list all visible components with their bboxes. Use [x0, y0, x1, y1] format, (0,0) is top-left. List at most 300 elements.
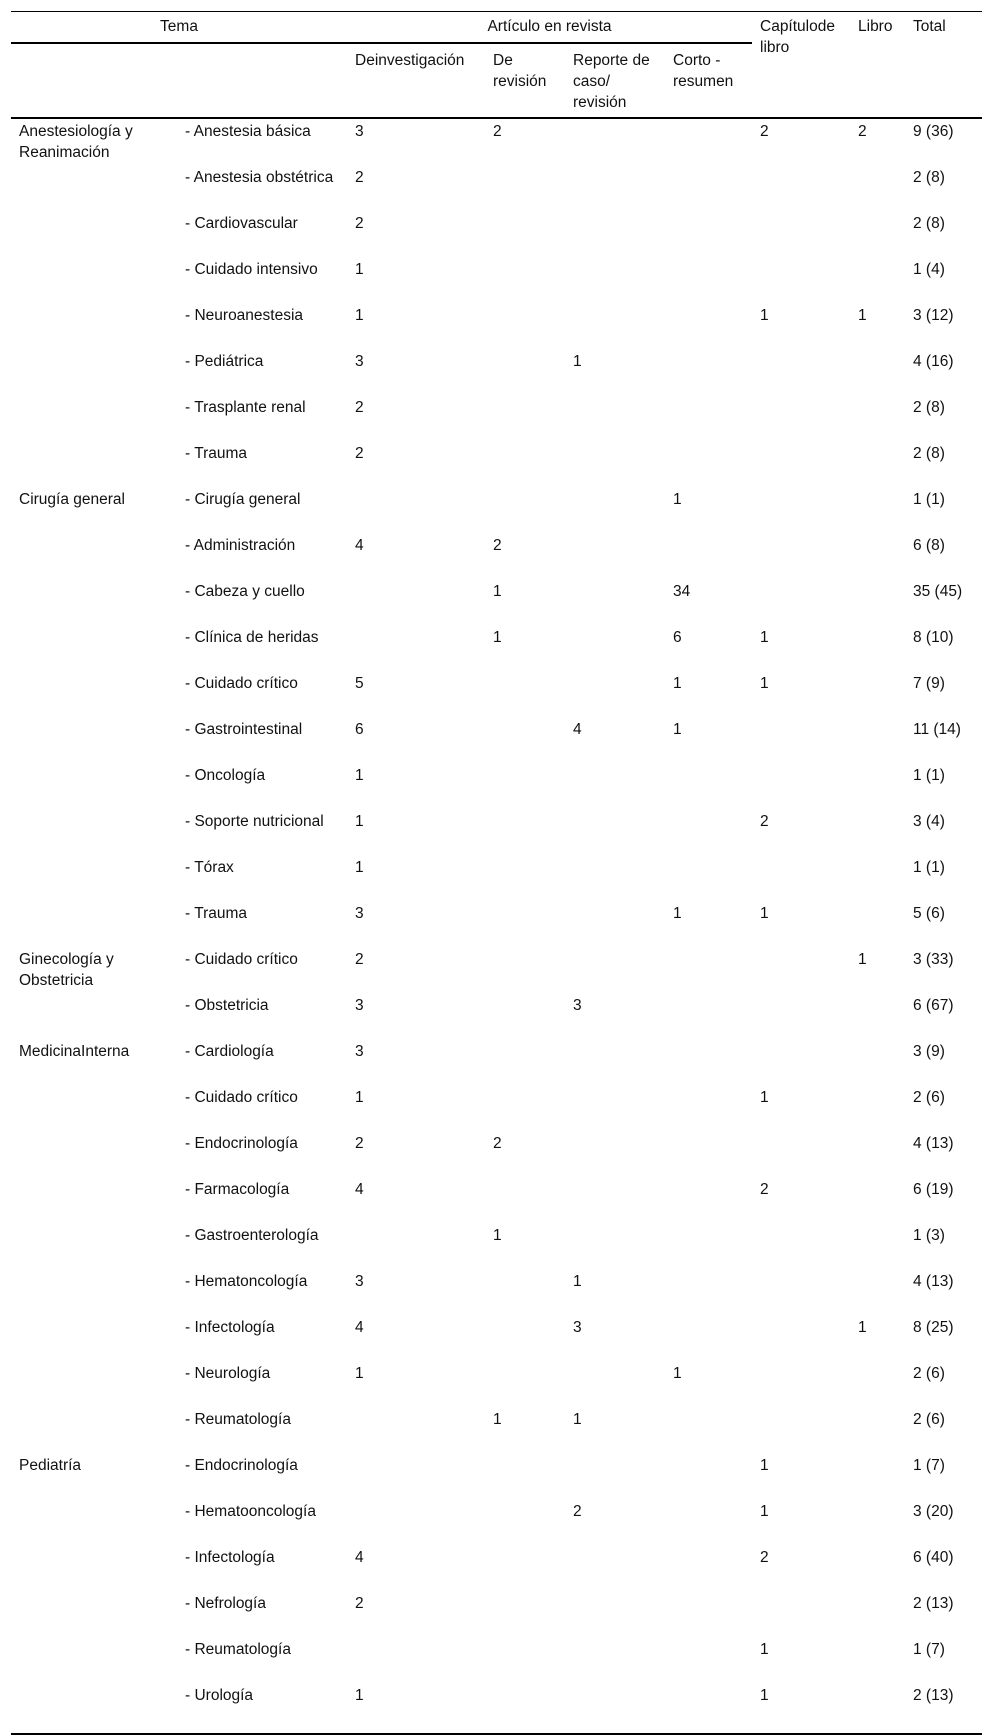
cell-capitulo [752, 1039, 850, 1085]
cell-investigacion: 1 [355, 767, 364, 784]
cell-investigacion: 1 [355, 1365, 364, 1382]
publications-table [11, 11, 982, 1735]
cell-area [11, 349, 177, 395]
cell-capitulo: 1 [760, 1503, 769, 1520]
cell-reporte [565, 1637, 665, 1683]
cell-tema: - Administración [185, 537, 296, 554]
cell-revision [485, 349, 565, 395]
cell-tema: - Cuidado intensivo [185, 261, 318, 278]
table-row [11, 625, 982, 671]
cell-area [11, 1499, 177, 1545]
cell-tema: - Pediátrica [185, 353, 264, 370]
table-row [11, 1683, 982, 1734]
cell-libro [850, 1223, 905, 1269]
cell-corto [665, 809, 752, 855]
cell-investigacion [347, 625, 485, 671]
cell-total: 2 (8) [913, 215, 945, 232]
cell-tema: - Cabeza y cuello [185, 583, 305, 600]
cell-revision [485, 671, 565, 717]
table-row [11, 1361, 982, 1407]
cell-corto [665, 533, 752, 579]
header-investigacion: Deinvestigación [355, 52, 465, 69]
table-row [11, 303, 982, 349]
cell-capitulo [752, 211, 850, 257]
cell-libro [850, 993, 905, 1039]
cell-investigacion [347, 579, 485, 625]
table-row [11, 1085, 982, 1131]
cell-tema: - Obstetricia [185, 997, 269, 1014]
cell-area [11, 625, 177, 671]
cell-investigacion [347, 1499, 485, 1545]
cell-corto: 1 [673, 491, 682, 508]
table-row [11, 118, 982, 165]
cell-tema: - Cuidado crítico [185, 951, 298, 968]
cell-area [11, 165, 177, 211]
cell-total: 1 (3) [913, 1227, 945, 1244]
cell-total: 3 (33) [913, 951, 954, 968]
cell-total: 1 (7) [913, 1641, 945, 1658]
table-row [11, 1637, 982, 1683]
cell-tema: - Anestesia básica [185, 123, 311, 140]
cell-capitulo [752, 993, 850, 1039]
cell-reporte [565, 165, 665, 211]
cell-libro [850, 855, 905, 901]
cell-libro [850, 1269, 905, 1315]
cell-total: 1 (1) [913, 767, 945, 784]
cell-tema: - Urología [177, 1683, 347, 1734]
cell-capitulo: 1 [760, 1457, 769, 1474]
cell-revision [485, 1361, 565, 1407]
cell-capitulo [752, 1131, 850, 1177]
cell-investigacion [347, 487, 485, 533]
cell-corto: 1 [673, 905, 682, 922]
cell-reporte [565, 625, 665, 671]
cell-reporte [565, 763, 665, 809]
cell-tema: - Hematooncología [185, 1503, 316, 1520]
cell-area [11, 1177, 177, 1223]
cell-investigacion: 1 [355, 813, 364, 830]
cell-area [11, 395, 177, 441]
cell-corto [665, 1591, 752, 1637]
cell-capitulo [752, 257, 850, 303]
cell-corto [665, 165, 752, 211]
cell-capitulo [752, 1223, 850, 1269]
cell-reporte [565, 579, 665, 625]
cell-total: 3 (12) [913, 307, 954, 324]
cell-investigacion [347, 1223, 485, 1269]
cell-capitulo [752, 441, 850, 487]
cell-capitulo [752, 717, 850, 763]
cell-corto: 1 [673, 1365, 682, 1382]
cell-capitulo [752, 349, 850, 395]
table-header [11, 12, 982, 119]
cell-tema: - Nefrología [185, 1595, 266, 1612]
cell-investigacion [347, 1637, 485, 1683]
cell-revision: 2 [493, 1135, 502, 1152]
cell-revision [485, 717, 565, 763]
cell-revision: 1 [493, 629, 502, 646]
cell-area [11, 671, 177, 717]
cell-libro [850, 1361, 905, 1407]
cell-area [11, 579, 177, 625]
cell-libro [850, 1453, 905, 1499]
cell-area [11, 717, 177, 763]
cell-investigacion: 6 [355, 721, 364, 738]
cell-reporte: 1 [573, 1411, 582, 1428]
table-row [11, 395, 982, 441]
cell-area [11, 1223, 177, 1269]
cell-investigacion: 1 [355, 859, 364, 876]
cell-capitulo: 1 [760, 629, 769, 646]
cell-investigacion [347, 1407, 485, 1453]
cell-libro [850, 165, 905, 211]
cell-libro [850, 763, 905, 809]
cell-corto [665, 1499, 752, 1545]
cell-revision [485, 947, 565, 993]
cell-area [11, 1361, 177, 1407]
table-row [11, 165, 982, 211]
cell-reporte [565, 1591, 665, 1637]
cell-investigacion: 2 [355, 445, 364, 462]
cell-libro [850, 257, 905, 303]
table-row [11, 1453, 982, 1499]
cell-revision: 2 [493, 537, 502, 554]
cell-revision [485, 901, 565, 947]
cell-corto: 1 [673, 721, 682, 738]
table-row [11, 349, 982, 395]
cell-total: 1 (4) [913, 261, 945, 278]
cell-tema: - Cirugía general [185, 491, 301, 508]
cell-tema: - Gastroenterología [185, 1227, 319, 1244]
cell-capitulo: 2 [760, 123, 769, 140]
cell-revision: 2 [493, 123, 502, 140]
cell-corto [665, 211, 752, 257]
cell-area: Cirugía general [19, 491, 125, 508]
cell-total: 2 (6) [913, 1365, 945, 1382]
table-row [11, 901, 982, 947]
cell-tema: - Endocrinología [185, 1135, 298, 1152]
cell-tema: - Endocrinología [185, 1457, 298, 1474]
cell-revision [485, 855, 565, 901]
cell-revision [485, 1591, 565, 1637]
table-row [11, 1039, 982, 1085]
cell-corto: 1 [673, 675, 682, 692]
cell-corto [665, 1223, 752, 1269]
table-row [11, 1223, 982, 1269]
table-row [11, 1545, 982, 1591]
cell-total: 1 (1) [913, 859, 945, 876]
cell-tema: - Neuroanestesia [185, 307, 304, 324]
table-row [11, 1269, 982, 1315]
table-row [11, 1315, 982, 1361]
cell-capitulo [752, 947, 850, 993]
cell-libro [850, 1591, 905, 1637]
cell-total: 3 (9) [913, 1043, 945, 1060]
cell-reporte: 2 [573, 1503, 582, 1520]
cell-revision [485, 1637, 565, 1683]
cell-revision [485, 763, 565, 809]
cell-corto [665, 993, 752, 1039]
cell-total: 35 (45) [913, 583, 963, 600]
cell-capitulo [752, 855, 850, 901]
cell-capitulo: 1 [760, 1641, 769, 1658]
cell-investigacion: 3 [355, 1273, 364, 1290]
cell-libro [850, 809, 905, 855]
cell-revision [485, 993, 565, 1039]
cell-reporte [565, 487, 665, 533]
cell-capitulo [752, 763, 850, 809]
cell-reporte: 3 [573, 997, 582, 1014]
table-row [11, 533, 982, 579]
cell-revision [485, 1039, 565, 1085]
cell-libro [850, 1177, 905, 1223]
cell-investigacion: 2 [355, 1595, 364, 1612]
cell-reporte [565, 1361, 665, 1407]
cell-libro [850, 671, 905, 717]
cell-revision [485, 1269, 565, 1315]
cell-capitulo: 1 [760, 1089, 769, 1106]
cell-investigacion: 3 [355, 123, 364, 140]
cell-investigacion: 5 [355, 675, 364, 692]
cell-investigacion: 4 [355, 1181, 364, 1198]
cell-libro [850, 901, 905, 947]
cell-capitulo: 2 [760, 1549, 769, 1566]
cell-corto [665, 855, 752, 901]
cell-libro [850, 579, 905, 625]
cell-corto [665, 763, 752, 809]
publications-table-container [11, 11, 982, 1735]
cell-capitulo [752, 533, 850, 579]
cell-total: 2 (6) [913, 1411, 945, 1428]
cell-area [11, 1131, 177, 1177]
cell-libro [850, 1545, 905, 1591]
cell-capitulo [752, 1269, 850, 1315]
cell-total: 6 (8) [913, 537, 945, 554]
cell-corto [665, 1315, 752, 1361]
cell-libro [850, 1407, 905, 1453]
cell-area [11, 257, 177, 303]
cell-libro [850, 533, 905, 579]
cell-total: 8 (25) [913, 1319, 954, 1336]
cell-tema: - Tórax [185, 859, 234, 876]
cell-investigacion: 4 [355, 1549, 364, 1566]
cell-revision [485, 1315, 565, 1361]
cell-revision [485, 395, 565, 441]
table-row [11, 717, 982, 763]
cell-investigacion: 3 [355, 905, 364, 922]
cell-tema: - Trauma [185, 445, 248, 462]
header-revision: De revisión [493, 52, 547, 90]
cell-tema: - Infectología [185, 1549, 275, 1566]
cell-reporte [565, 671, 665, 717]
cell-investigacion: 3 [355, 353, 364, 370]
cell-revision [485, 1177, 565, 1223]
table-row [11, 671, 982, 717]
cell-libro: 1 [858, 1319, 867, 1336]
cell-corto [665, 395, 752, 441]
header-articulo: Artículo en revista [347, 12, 752, 44]
cell-area [11, 1545, 177, 1591]
cell-libro [850, 487, 905, 533]
cell-reporte [565, 257, 665, 303]
cell-total: 4 (13) [913, 1135, 954, 1152]
cell-capitulo: 1 [760, 905, 769, 922]
cell-reporte: 3 [573, 1319, 582, 1336]
cell-reporte [565, 303, 665, 349]
cell-tema: - Cuidado crítico [185, 1089, 298, 1106]
header-total: Total [913, 18, 946, 35]
table-row [11, 1591, 982, 1637]
cell-total: 2 (8) [913, 169, 945, 186]
cell-corto [665, 349, 752, 395]
cell-total: 6 (40) [913, 1549, 954, 1566]
cell-capitulo [752, 1361, 850, 1407]
cell-corto [665, 1453, 752, 1499]
cell-revision [485, 1453, 565, 1499]
cell-corto [665, 1407, 752, 1453]
cell-reporte [565, 1039, 665, 1085]
cell-libro [850, 717, 905, 763]
cell-tema: - Reumatología [185, 1411, 291, 1428]
cell-libro [850, 349, 905, 395]
cell-reporte [565, 1453, 665, 1499]
cell-corto [665, 303, 752, 349]
cell-reporte: 1 [573, 353, 582, 370]
cell-corto [665, 1683, 752, 1734]
cell-corto [665, 441, 752, 487]
cell-total: 4 (13) [913, 1273, 954, 1290]
cell-area [11, 441, 177, 487]
cell-reporte [565, 855, 665, 901]
cell-area [11, 533, 177, 579]
cell-libro: 1 [858, 951, 867, 968]
table-row [11, 1499, 982, 1545]
table-row [11, 441, 982, 487]
cell-tema: - Trasplante renal [185, 399, 306, 416]
cell-area: MedicinaInterna [19, 1043, 130, 1060]
table-row [11, 809, 982, 855]
cell-libro [850, 441, 905, 487]
cell-capitulo [752, 395, 850, 441]
cell-reporte [565, 533, 665, 579]
cell-total: 2 (8) [913, 445, 945, 462]
cell-tema: - Farmacología [185, 1181, 290, 1198]
cell-area [11, 809, 177, 855]
cell-total: 3 (4) [913, 813, 945, 830]
cell-libro [850, 1499, 905, 1545]
cell-revision [485, 809, 565, 855]
cell-total: 8 (10) [913, 629, 954, 646]
cell-corto [665, 1085, 752, 1131]
cell-capitulo: 2 [760, 1181, 769, 1198]
cell-capitulo [752, 579, 850, 625]
cell-capitulo [752, 1591, 850, 1637]
cell-area [11, 763, 177, 809]
cell-libro: 1 [858, 307, 867, 324]
table-row [11, 211, 982, 257]
cell-corto [665, 1177, 752, 1223]
cell-libro [850, 1131, 905, 1177]
cell-revision [485, 257, 565, 303]
cell-tema: - Anestesia obstétrica [185, 169, 334, 186]
cell-capitulo [752, 487, 850, 533]
cell-total: 4 (16) [913, 353, 954, 370]
cell-corto: 34 [673, 583, 691, 600]
cell-tema: - Cardiovascular [185, 215, 298, 232]
cell-investigacion: 2 [355, 169, 364, 186]
table-row [11, 487, 982, 533]
cell-investigacion: 2 [355, 1135, 364, 1152]
cell-investigacion: 2 [355, 951, 364, 968]
cell-area [11, 993, 177, 1039]
cell-total: 9 (36) [913, 123, 954, 140]
cell-revision: 1 [493, 1411, 502, 1428]
cell-libro: 2 [858, 123, 867, 140]
table-row [11, 1177, 982, 1223]
cell-investigacion: 1 [347, 1683, 485, 1734]
cell-area: Ginecología y Obstetricia [19, 951, 114, 989]
cell-revision: 1 [493, 583, 502, 600]
cell-area [11, 1637, 177, 1683]
header-libro: Libro [858, 18, 893, 35]
cell-investigacion: 4 [355, 537, 364, 554]
cell-area [11, 1269, 177, 1315]
cell-total: 2 (6) [913, 1089, 945, 1106]
cell-capitulo: 1 [760, 307, 769, 324]
cell-total: 6 (67) [913, 997, 954, 1014]
cell-revision [485, 1085, 565, 1131]
cell-corto: 6 [673, 629, 682, 646]
cell-investigacion [347, 1453, 485, 1499]
cell-reporte [565, 441, 665, 487]
cell-libro [850, 1085, 905, 1131]
cell-corto [665, 1637, 752, 1683]
cell-reporte [565, 1545, 665, 1591]
header-reporte: Reporte de caso/ revisión [573, 52, 650, 111]
table-body [11, 118, 982, 1734]
cell-tema: - Clínica de heridas [185, 629, 319, 646]
cell-investigacion: 4 [355, 1319, 364, 1336]
cell-corto [665, 947, 752, 993]
cell-revision [485, 1545, 565, 1591]
cell-tema: - Hematoncología [185, 1273, 308, 1290]
cell-reporte [565, 1085, 665, 1131]
cell-investigacion: 1 [355, 307, 364, 324]
cell-investigacion: 3 [355, 997, 364, 1014]
cell-total: 1 (7) [913, 1457, 945, 1474]
cell-corto [665, 1039, 752, 1085]
cell-total: 2 (13) [913, 1595, 954, 1612]
cell-area: Pediatría [19, 1457, 82, 1474]
cell-area [11, 901, 177, 947]
table-row [11, 1407, 982, 1453]
cell-reporte: 4 [573, 721, 582, 738]
cell-tema: - Cardiología [185, 1043, 274, 1060]
cell-corto [665, 118, 752, 165]
cell-investigacion: 2 [355, 399, 364, 416]
cell-reporte [565, 395, 665, 441]
cell-libro [850, 1683, 905, 1734]
cell-revision [485, 487, 565, 533]
cell-investigacion: 2 [355, 215, 364, 232]
cell-revision [485, 211, 565, 257]
cell-revision [485, 165, 565, 211]
cell-corto [665, 257, 752, 303]
cell-revision [485, 303, 565, 349]
table-row [11, 947, 982, 993]
cell-area [11, 855, 177, 901]
cell-area [11, 1683, 177, 1734]
